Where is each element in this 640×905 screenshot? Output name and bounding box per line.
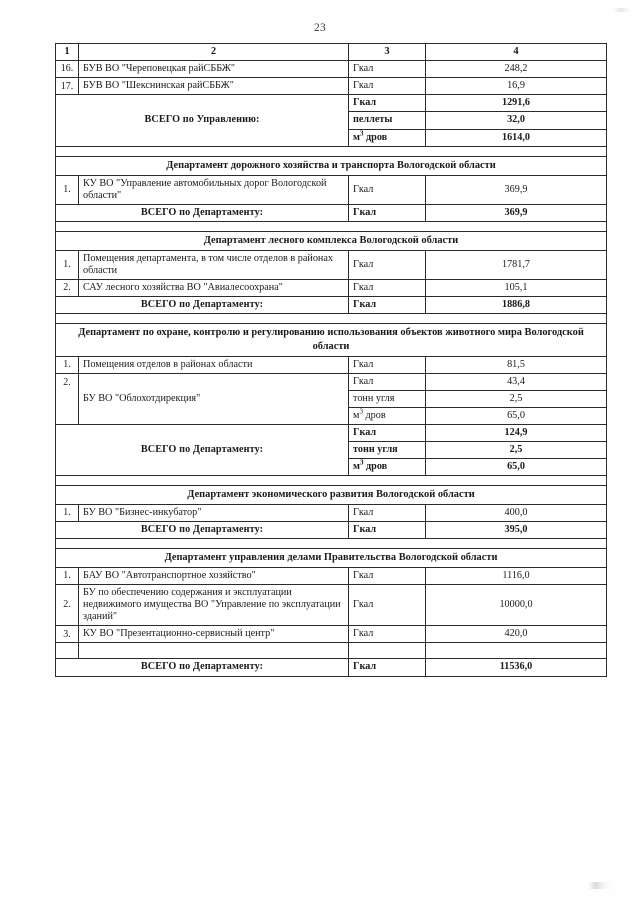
unit-cell: Гкал <box>349 505 426 522</box>
organization-name-cell: КУ ВО "Презентационно-сервисный центр" <box>79 626 349 643</box>
organization-name-cell: БАУ ВО "Автотранспортное хозяйство" <box>79 568 349 585</box>
superscript-3: 3 <box>359 458 364 467</box>
unit-cell: Гкал <box>349 659 426 676</box>
unit-cell: Гкал <box>349 204 426 221</box>
row-number-cell: 3. <box>56 626 79 643</box>
section-spacer-row <box>56 539 607 549</box>
table-row <box>56 626 607 643</box>
row-number-cell: 1. <box>56 175 79 204</box>
total-label-cell: ВСЕГО по Департаменту: <box>56 659 349 676</box>
organization-name-cell: Помещения департамента, в том числе отделов в районах области <box>79 250 349 279</box>
spacer-cell <box>79 146 349 156</box>
unit-cell: $м^3$ дров <box>349 129 426 146</box>
organization-name-cell: КУ ВО "Управление автомобильных дорог Вологодской области" <box>79 175 349 204</box>
total-row <box>56 296 607 313</box>
organization-name-cell <box>79 643 349 659</box>
total-label-cell: ВСЕГО по Департаменту: <box>56 425 349 476</box>
row-number-cell: 2. <box>56 279 79 296</box>
total-value-cell: 32,0 <box>426 112 607 129</box>
value-cell: 10000,0 <box>426 585 607 626</box>
section-title-forestry: Департамент лесного комплекса Вологодской области <box>56 231 607 250</box>
spacer-cell <box>349 313 426 323</box>
unit-cell: тонн угля <box>349 391 426 408</box>
unit-cell: Гкал <box>349 78 426 95</box>
spacer-cell <box>56 539 79 549</box>
spacer-cell <box>349 539 426 549</box>
unit-cell: Гкал <box>349 175 426 204</box>
value-cell: 105,1 <box>426 279 607 296</box>
spacer-cell <box>79 313 349 323</box>
superscript-3: 3 <box>359 129 364 138</box>
section-spacer-row <box>56 476 607 486</box>
table-row <box>56 175 607 204</box>
section-title-economic-development: Департамент экономического развития Вологодской области <box>56 486 607 505</box>
section-title-government-affairs: Департамент управления делами Правительства Вологодской области <box>56 549 607 568</box>
row-number-cell: 1. <box>56 568 79 585</box>
row-number-cell: 1. <box>56 505 79 522</box>
total-row <box>56 204 607 221</box>
section-spacer-row <box>56 221 607 231</box>
total-label-cell: ВСЕГО по Управлению: <box>56 95 349 146</box>
section-title-row <box>56 486 607 505</box>
unit-cell: Гкал <box>349 425 426 442</box>
section-spacer-row <box>56 313 607 323</box>
table-row <box>56 250 607 279</box>
unit-cell: Гкал <box>349 626 426 643</box>
unit-cell: пеллеты <box>349 112 426 129</box>
spacer-cell <box>79 539 349 549</box>
unit-cell: Гкал <box>349 568 426 585</box>
table-row <box>56 505 607 522</box>
organization-name-cell: Помещения отделов в районах области <box>79 356 349 373</box>
superscript-3: 3 <box>359 407 363 416</box>
section-title-wildlife: Департамент по охране, контролю и регулированию использования объектов животного мира Вологодской области <box>56 323 607 356</box>
spacer-cell <box>349 221 426 231</box>
total-value-cell: 1614,0 <box>426 129 607 146</box>
row-number-cell: 2. <box>56 585 79 626</box>
table-header-row <box>56 44 607 61</box>
total-value-cell: 1291,6 <box>426 95 607 112</box>
section-title-row <box>56 323 607 356</box>
spacer-cell <box>79 221 349 231</box>
unit-cell: Гкал <box>349 250 426 279</box>
row-number-cell: 16. <box>56 61 79 78</box>
organization-name-cell: БУ ВО "Облохотдирекция" <box>79 373 349 424</box>
total-row <box>56 425 607 442</box>
scan-artifact-bottom-right <box>588 882 614 889</box>
table-row <box>56 78 607 95</box>
value-cell: 400,0 <box>426 505 607 522</box>
spacer-cell <box>56 221 79 231</box>
spacer-cell <box>426 313 607 323</box>
organization-name-cell: БУВ ВО "Череповецкая райСББЖ" <box>79 61 349 78</box>
total-label-cell: ВСЕГО по Департаменту: <box>56 296 349 313</box>
unit-cell: Гкал <box>349 356 426 373</box>
unit-cell: $м^3$ дров <box>349 408 426 425</box>
value-cell: 2,5 <box>426 391 607 408</box>
total-value-cell: 1886,8 <box>426 296 607 313</box>
spacer-cell <box>426 476 607 486</box>
value-cell: 369,9 <box>426 175 607 204</box>
row-number-cell <box>56 643 79 659</box>
organization-name-cell: БУ по обеспечению содержания и эксплуатации недвижимого имущества ВО "Управление по эксплуатации зданий" <box>79 585 349 626</box>
spacer-cell <box>56 313 79 323</box>
total-value-cell: 369,9 <box>426 204 607 221</box>
column-header-1: 1 <box>56 44 79 61</box>
row-number-cell: 2. <box>56 373 79 424</box>
column-header-2: 2 <box>79 44 349 61</box>
table-row <box>56 279 607 296</box>
energy-consumption-table <box>55 43 607 677</box>
organization-name-cell: БУВ ВО "Шекснинская райСББЖ" <box>79 78 349 95</box>
unit-cell: Гкал <box>349 61 426 78</box>
table-row <box>56 643 607 659</box>
value-cell <box>426 643 607 659</box>
section-title-road-transport: Департамент дорожного хозяйства и транспорта Вологодской области <box>56 156 607 175</box>
unit-cell: Гкал <box>349 279 426 296</box>
value-cell: 420,0 <box>426 626 607 643</box>
column-header-4: 4 <box>426 44 607 61</box>
section-title-row <box>56 231 607 250</box>
total-value-cell: 2,5 <box>426 442 607 459</box>
unit-cell: Гкал <box>349 373 426 390</box>
spacer-cell <box>56 476 79 486</box>
unit-cell <box>349 643 426 659</box>
spacer-cell <box>426 146 607 156</box>
total-value-cell: 11536,0 <box>426 659 607 676</box>
energy-consumption-table-wrapper <box>55 43 606 677</box>
organization-name-cell: САУ лесного хозяйства ВО "Авиалесоохрана" <box>79 279 349 296</box>
total-value-cell: 395,0 <box>426 522 607 539</box>
spacer-cell <box>349 146 426 156</box>
unit-cell: тонн угля <box>349 442 426 459</box>
section-title-row <box>56 156 607 175</box>
unit-cell: Гкал <box>349 296 426 313</box>
table-row <box>56 356 607 373</box>
value-cell: 1781,7 <box>426 250 607 279</box>
table-row <box>56 61 607 78</box>
section-title-row <box>56 549 607 568</box>
total-value-cell: 124,9 <box>426 425 607 442</box>
total-row <box>56 522 607 539</box>
unit-cell: Гкал <box>349 95 426 112</box>
row-number-cell: 1. <box>56 356 79 373</box>
section-spacer-row <box>56 146 607 156</box>
total-value-cell: 65,0 <box>426 459 607 476</box>
row-number-cell: 1. <box>56 250 79 279</box>
spacer-cell <box>426 221 607 231</box>
spacer-cell <box>426 539 607 549</box>
page-number: 23 <box>313 22 327 34</box>
table-row <box>56 568 607 585</box>
unit-cell: Гкал <box>349 522 426 539</box>
value-cell: 65,0 <box>426 408 607 425</box>
value-cell: 248,2 <box>426 61 607 78</box>
row-number-cell: 17. <box>56 78 79 95</box>
total-row <box>56 95 607 112</box>
total-label-cell: ВСЕГО по Департаменту: <box>56 522 349 539</box>
total-row <box>56 659 607 676</box>
unit-cell: Гкал <box>349 585 426 626</box>
value-cell: 81,5 <box>426 356 607 373</box>
total-label-cell: ВСЕГО по Департаменту: <box>56 204 349 221</box>
value-cell: 43,4 <box>426 373 607 390</box>
table-row <box>56 373 607 390</box>
spacer-cell <box>56 146 79 156</box>
organization-name-cell: БУ ВО "Бизнес-инкубатор" <box>79 505 349 522</box>
table-row <box>56 585 607 626</box>
unit-cell: $м^3$ дров <box>349 459 426 476</box>
scan-artifact-top-right <box>612 8 630 12</box>
column-header-3: 3 <box>349 44 426 61</box>
spacer-cell <box>349 476 426 486</box>
value-cell: 1116,0 <box>426 568 607 585</box>
spacer-cell <box>79 476 349 486</box>
value-cell: 16,9 <box>426 78 607 95</box>
